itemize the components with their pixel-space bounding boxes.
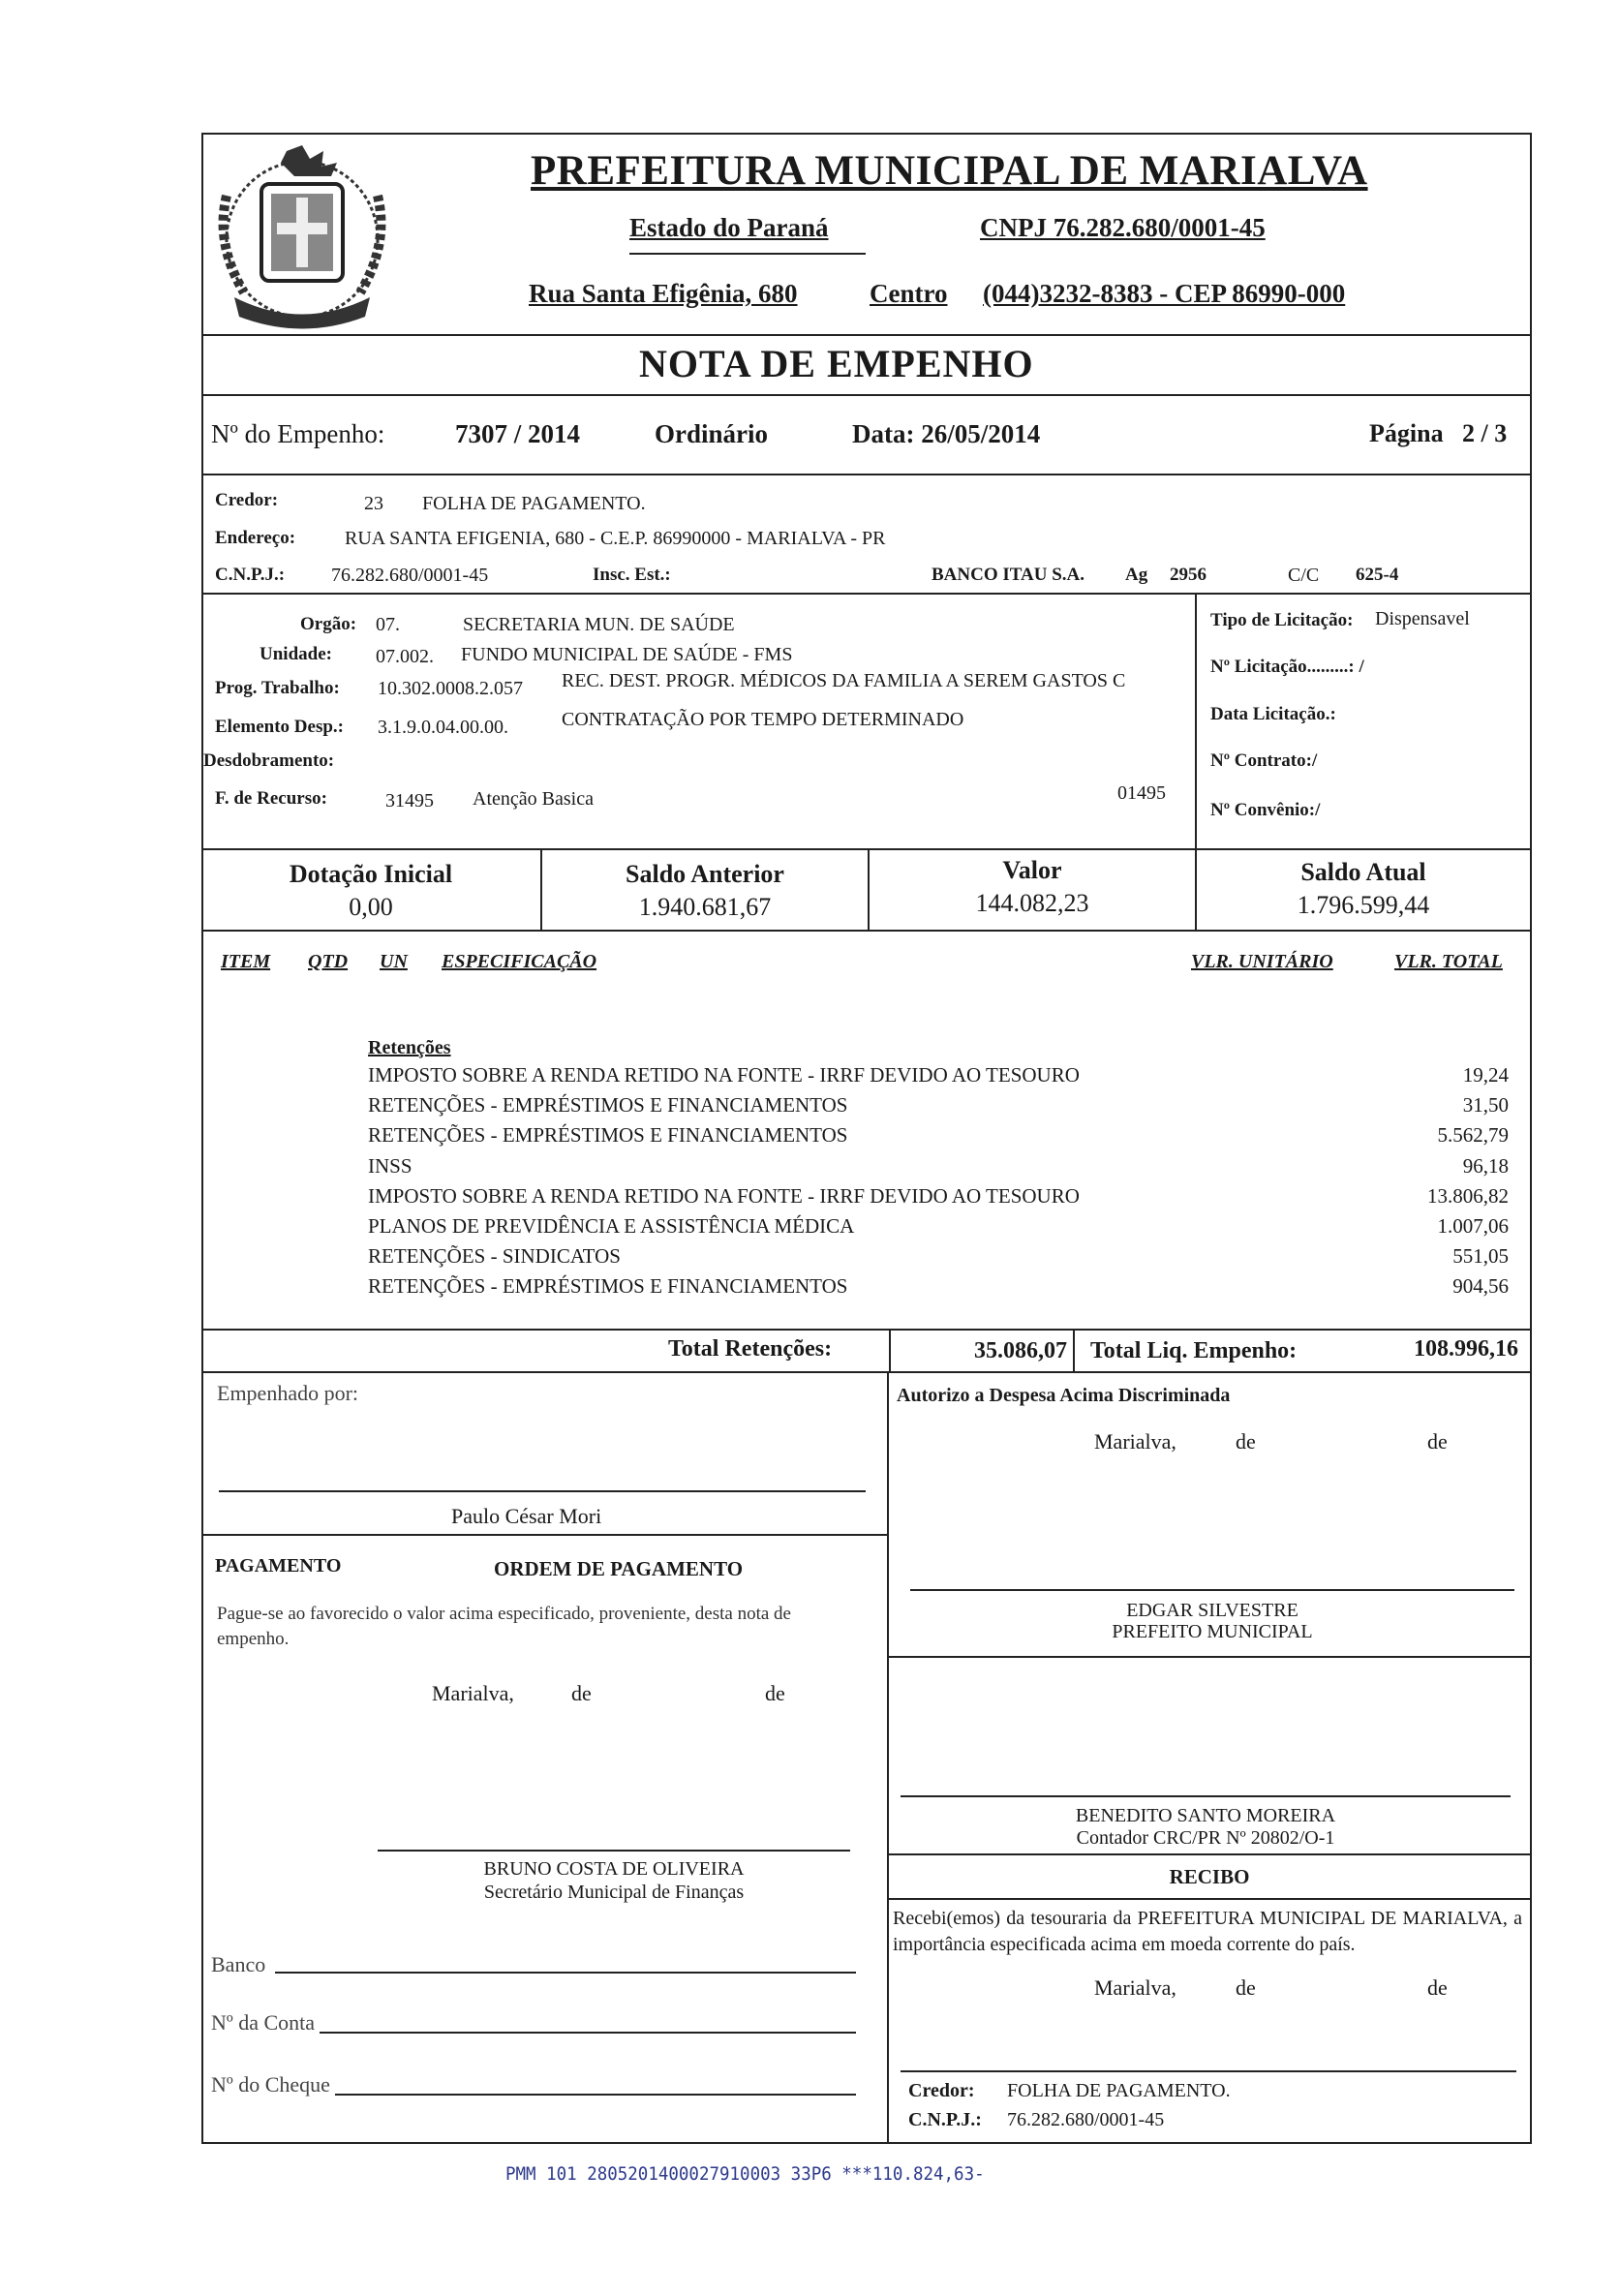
pague-text: Pague-se ao favorecido o valor acima especificado, proveniente, desta nota de empenho. bbox=[217, 1604, 791, 1649]
empenho-number-label: Nº do Empenho: bbox=[211, 419, 385, 448]
prog-trabalho-code: 10.302.0008.2.057 bbox=[378, 678, 523, 699]
saldo-anterior-value: 1.940.681,67 bbox=[638, 893, 772, 921]
state-underline bbox=[629, 253, 866, 255]
convenio-label: Nº Convênio:/ bbox=[1210, 800, 1321, 820]
tipo-licitacao-value: Dispensavel bbox=[1375, 608, 1470, 629]
secretario-nome: BRUNO COSTA DE OLIVEIRA bbox=[483, 1858, 745, 1880]
empenho-number: 7307 / 2014 bbox=[455, 419, 581, 448]
pagamento-label: PAGAMENTO bbox=[215, 1555, 342, 1577]
footer-stamp: PMM 101 2805201400027910003 33P6 ***110.824,63- bbox=[505, 2163, 985, 2185]
prog-trabalho-label: Prog. Trabalho: bbox=[215, 678, 340, 698]
banco-field[interactable] bbox=[275, 1972, 856, 1974]
recurso-code: 31495 bbox=[385, 790, 434, 811]
recibo-title: RECIBO bbox=[1169, 1865, 1250, 1888]
recibo-de-2: de bbox=[1427, 1975, 1448, 2000]
saldo-atual-value: 1.796.599,44 bbox=[1297, 891, 1430, 919]
empenhado-signature-line bbox=[219, 1490, 866, 1492]
retencao-value: 31,50 bbox=[1462, 1093, 1509, 1117]
retencao-value: 551,05 bbox=[1452, 1244, 1509, 1269]
retencoes-title: Retenções bbox=[368, 1037, 451, 1058]
unidade-label: Unidade: bbox=[260, 644, 332, 664]
cheque-label: Nº do Cheque bbox=[211, 2072, 330, 2097]
ordem-de-1: de bbox=[571, 1681, 592, 1705]
orgao-name: SECRETARIA MUN. DE SAÚDE bbox=[463, 614, 735, 635]
retencao-desc: PLANOS DE PREVIDÊNCIA E ASSISTÊNCIA MÉDICA bbox=[368, 1214, 855, 1238]
numero-licitacao-label: Nº Licitação.........: / bbox=[1210, 657, 1364, 677]
document-title: NOTA DE EMPENHO bbox=[639, 342, 1034, 385]
retencao-desc: IMPOSTO SOBRE A RENDA RETIDO NA FONTE - IRRF DEVIDO AO TESOURO bbox=[368, 1183, 1080, 1208]
orgao-code: 07. bbox=[376, 614, 400, 635]
retencao-desc: RETENÇÕES - SINDICATOS bbox=[368, 1244, 621, 1269]
autorizo-city: Marialva, bbox=[1094, 1429, 1176, 1454]
retencao-value: 96,18 bbox=[1462, 1153, 1509, 1178]
valor-label: Valor bbox=[1002, 856, 1062, 884]
recibo-cnpj-value: 76.282.680/0001-45 bbox=[1007, 2109, 1165, 2130]
recurso-label: F. de Recurso: bbox=[215, 788, 327, 809]
col-vlr-unitario: VLR. UNITÁRIO bbox=[1191, 951, 1333, 972]
col-qtd: QTD bbox=[308, 951, 349, 972]
empenhado-por-label: Empenhado por: bbox=[217, 1381, 359, 1405]
total-retencoes-value: 35.086,07 bbox=[974, 1338, 1067, 1363]
credor-label: Credor: bbox=[215, 490, 279, 510]
recibo-text: Recebi(emos) da tesouraria da PREFEITURA MUNICIPAL DE MARIALVA, a importância especificada acima em moeda corrente do país. bbox=[893, 1908, 1522, 1955]
agencia-value: 2956 bbox=[1170, 565, 1207, 585]
prefeito-cargo: PREFEITO MUNICIPAL bbox=[1112, 1621, 1313, 1642]
total-retencoes-label: Total Retenções: bbox=[668, 1336, 833, 1362]
conta-field[interactable] bbox=[320, 2032, 856, 2034]
cc-label: C/C bbox=[1288, 565, 1320, 586]
total-liquido-value: 108.996,16 bbox=[1414, 1336, 1518, 1362]
total-liquido-label: Total Liq. Empenho: bbox=[1090, 1338, 1298, 1363]
ordem-city: Marialva, bbox=[432, 1681, 514, 1705]
retencao-value: 1.007,06 bbox=[1437, 1214, 1509, 1238]
autorizo-de-1: de bbox=[1236, 1429, 1256, 1454]
desdobramento-label: Desdobramento: bbox=[203, 750, 335, 771]
cheque-field[interactable] bbox=[335, 2094, 856, 2096]
header-district: Centro bbox=[870, 279, 948, 308]
dotacao-value: 0,00 bbox=[349, 893, 393, 921]
empenho-type: Ordinário bbox=[655, 419, 769, 448]
page-number: 2 / 3 bbox=[1462, 419, 1508, 447]
empenho-date: Data: 26/05/2014 bbox=[852, 419, 1041, 448]
retencao-value: 13.806,82 bbox=[1427, 1183, 1509, 1208]
data-licitacao-label: Data Licitação.: bbox=[1210, 704, 1336, 724]
retencao-value: 19,24 bbox=[1462, 1063, 1509, 1087]
cc-value: 625-4 bbox=[1356, 565, 1399, 585]
unidade-name: FUNDO MUNICIPAL DE SAÚDE - FMS bbox=[461, 644, 793, 665]
valor-value: 144.082,23 bbox=[975, 889, 1089, 917]
recurso-name: Atenção Basica bbox=[473, 788, 594, 810]
prefeito-signature-line bbox=[910, 1589, 1514, 1591]
insc-est-label: Insc. Est.: bbox=[593, 565, 671, 585]
endereco-label: Endereço: bbox=[215, 528, 296, 548]
col-vlr-total: VLR. TOTAL bbox=[1394, 951, 1503, 972]
elemento-name: CONTRATAÇÃO POR TEMPO DETERMINADO bbox=[562, 709, 964, 730]
orgao-label: Orgão: bbox=[300, 614, 357, 634]
banco-name: BANCO ITAU S.A. bbox=[932, 565, 1085, 585]
recibo-cnpj-label: C.N.P.J.: bbox=[908, 2109, 982, 2130]
banco-label: Banco bbox=[211, 1952, 266, 1976]
retencao-value: 904,56 bbox=[1452, 1274, 1509, 1299]
conta-label: Nº da Conta bbox=[211, 2010, 316, 2035]
secretario-signature-line bbox=[378, 1850, 850, 1852]
tipo-licitacao-label: Tipo de Licitação: bbox=[1210, 610, 1354, 630]
recibo-credor-label: Credor: bbox=[908, 2080, 975, 2101]
ordem-de-2: de bbox=[765, 1681, 785, 1705]
col-un: UN bbox=[380, 951, 408, 972]
secretario-cargo: Secretário Municipal de Finanças bbox=[483, 1882, 745, 1903]
dotacao-label: Dotação Inicial bbox=[289, 860, 453, 888]
retencao-desc: RETENÇÕES - EMPRÉSTIMOS E FINANCIAMENTOS bbox=[368, 1123, 848, 1148]
contador-nome: BENEDITO SANTO MOREIRA bbox=[1075, 1805, 1336, 1826]
state-name: Estado do Paraná bbox=[629, 213, 829, 242]
contador-cargo: Contador CRC/PR Nº 20802/O-1 bbox=[1076, 1827, 1335, 1849]
endereco-value: RUA SANTA EFIGENIA, 680 - C.E.P. 86990000 - MARIALVA - PR bbox=[345, 528, 886, 549]
autorizo-de-2: de bbox=[1427, 1429, 1448, 1454]
col-item: ITEM bbox=[221, 951, 271, 972]
recibo-city: Marialva, bbox=[1094, 1975, 1176, 2000]
elemento-label: Elemento Desp.: bbox=[215, 717, 344, 737]
retencao-value: 5.562,79 bbox=[1437, 1123, 1509, 1148]
retencao-desc: IMPOSTO SOBRE A RENDA RETIDO NA FONTE - IRRF DEVIDO AO TESOURO bbox=[368, 1063, 1080, 1087]
retencao-desc: RETENÇÕES - EMPRÉSTIMOS E FINANCIAMENTOS bbox=[368, 1274, 848, 1299]
retencao-desc: RETENÇÕES - EMPRÉSTIMOS E FINANCIAMENTOS bbox=[368, 1093, 848, 1117]
header-cnpj: CNPJ 76.282.680/0001-45 bbox=[980, 213, 1266, 242]
prog-trabalho-name: REC. DEST. PROGR. MÉDICOS DA FAMILIA A SEREM GASTOS C bbox=[562, 670, 1126, 691]
saldo-atual-label: Saldo Atual bbox=[1300, 858, 1426, 886]
col-especificacao: ESPECIFICAÇÃO bbox=[442, 951, 597, 972]
page-title: PREFEITURA MUNICIPAL DE MARIALVA bbox=[531, 148, 1368, 194]
contrato-label: Nº Contrato:/ bbox=[1210, 750, 1318, 771]
recibo-signature-line bbox=[901, 2070, 1516, 2072]
elemento-code: 3.1.9.0.04.00.00. bbox=[378, 717, 508, 738]
recibo-de-1: de bbox=[1236, 1975, 1256, 2000]
header-phone-cep: (044)3232-8383 - CEP 86990-000 bbox=[983, 279, 1346, 308]
coat-of-arms-logo bbox=[205, 138, 399, 341]
page-label: Página bbox=[1369, 419, 1444, 447]
contador-signature-line bbox=[901, 1795, 1511, 1797]
credor-cnpj: 76.282.680/0001-45 bbox=[331, 565, 489, 586]
empenhado-nome: Paulo César Mori bbox=[451, 1504, 602, 1528]
retencao-desc: INSS bbox=[368, 1153, 412, 1178]
ordem-pagamento-label: ORDEM DE PAGAMENTO bbox=[494, 1557, 744, 1580]
unidade-code: 07.002. bbox=[376, 646, 434, 667]
prefeito-nome: EDGAR SILVESTRE bbox=[1126, 1600, 1298, 1621]
credor-cnpj-label: C.N.P.J.: bbox=[215, 565, 286, 585]
header-street: Rua Santa Efigênia, 680 bbox=[529, 279, 798, 308]
saldo-anterior-label: Saldo Anterior bbox=[626, 860, 784, 888]
recurso-ref: 01495 bbox=[1117, 782, 1166, 804]
agencia-label: Ag bbox=[1125, 565, 1148, 585]
credor-code: 23 bbox=[364, 493, 383, 514]
recibo-credor-name: FOLHA DE PAGAMENTO. bbox=[1007, 2080, 1231, 2101]
autorizo-label: Autorizo a Despesa Acima Discriminada bbox=[897, 1385, 1231, 1406]
credor-name: FOLHA DE PAGAMENTO. bbox=[422, 493, 646, 514]
